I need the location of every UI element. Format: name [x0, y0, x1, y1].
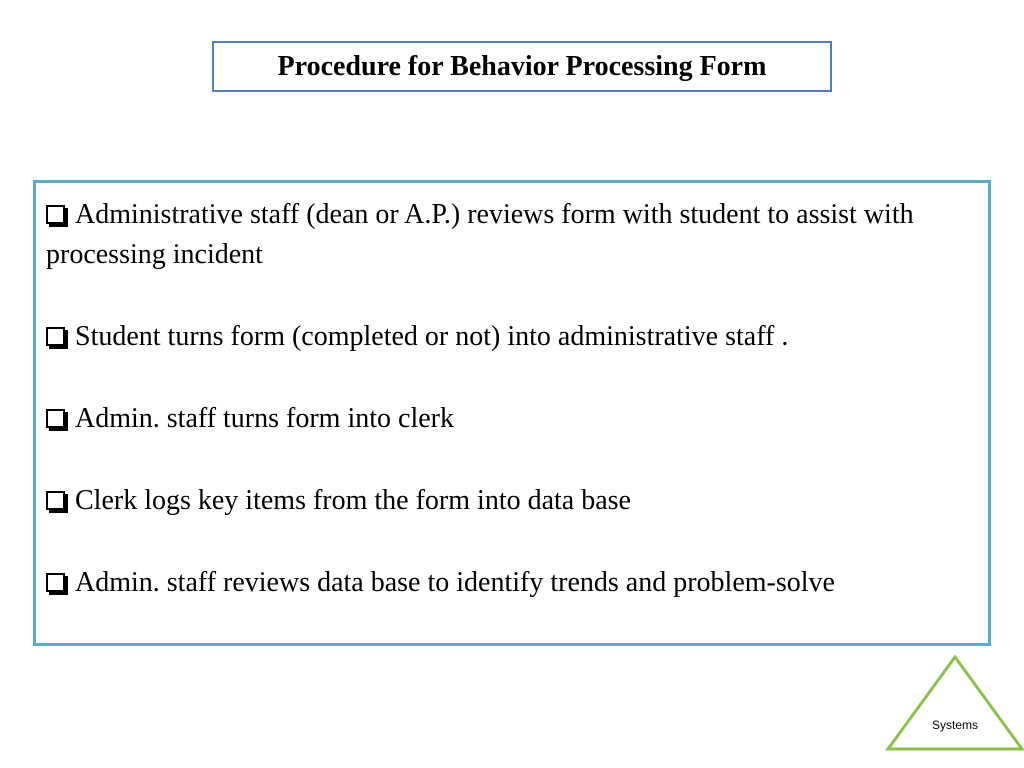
procedure-step-text: Admin. staff reviews data base to identify trends and problem-solve	[75, 567, 835, 598]
checkbox-square-icon	[46, 327, 65, 346]
procedure-step-text: Student turns form (completed or not) into administrative staff .	[75, 321, 789, 352]
checkbox-square-icon	[46, 409, 65, 428]
procedure-content-box	[33, 180, 991, 646]
procedure-step	[46, 317, 978, 357]
checkbox-square-icon	[46, 491, 65, 510]
procedure-step-text: Clerk logs key items from the form into data base	[75, 485, 631, 516]
procedure-step	[46, 481, 978, 521]
checkbox-square-icon	[46, 573, 65, 592]
systems-badge	[885, 655, 1024, 752]
slide-title: Procedure for Behavior Processing Form	[277, 50, 767, 82]
checkbox-square-icon	[46, 205, 65, 224]
procedure-steps-list	[46, 195, 978, 603]
triangle-icon	[885, 655, 1024, 752]
procedure-step	[46, 195, 978, 275]
procedure-step-text: Admin. staff turns form into clerk	[75, 403, 454, 434]
title-box	[212, 41, 832, 92]
procedure-step	[46, 399, 978, 439]
procedure-step	[46, 563, 978, 603]
procedure-step-text: Administrative staff (dean or A.P.) reviews form with student to assist with processing incident	[46, 199, 914, 270]
systems-label: Systems	[931, 718, 978, 732]
